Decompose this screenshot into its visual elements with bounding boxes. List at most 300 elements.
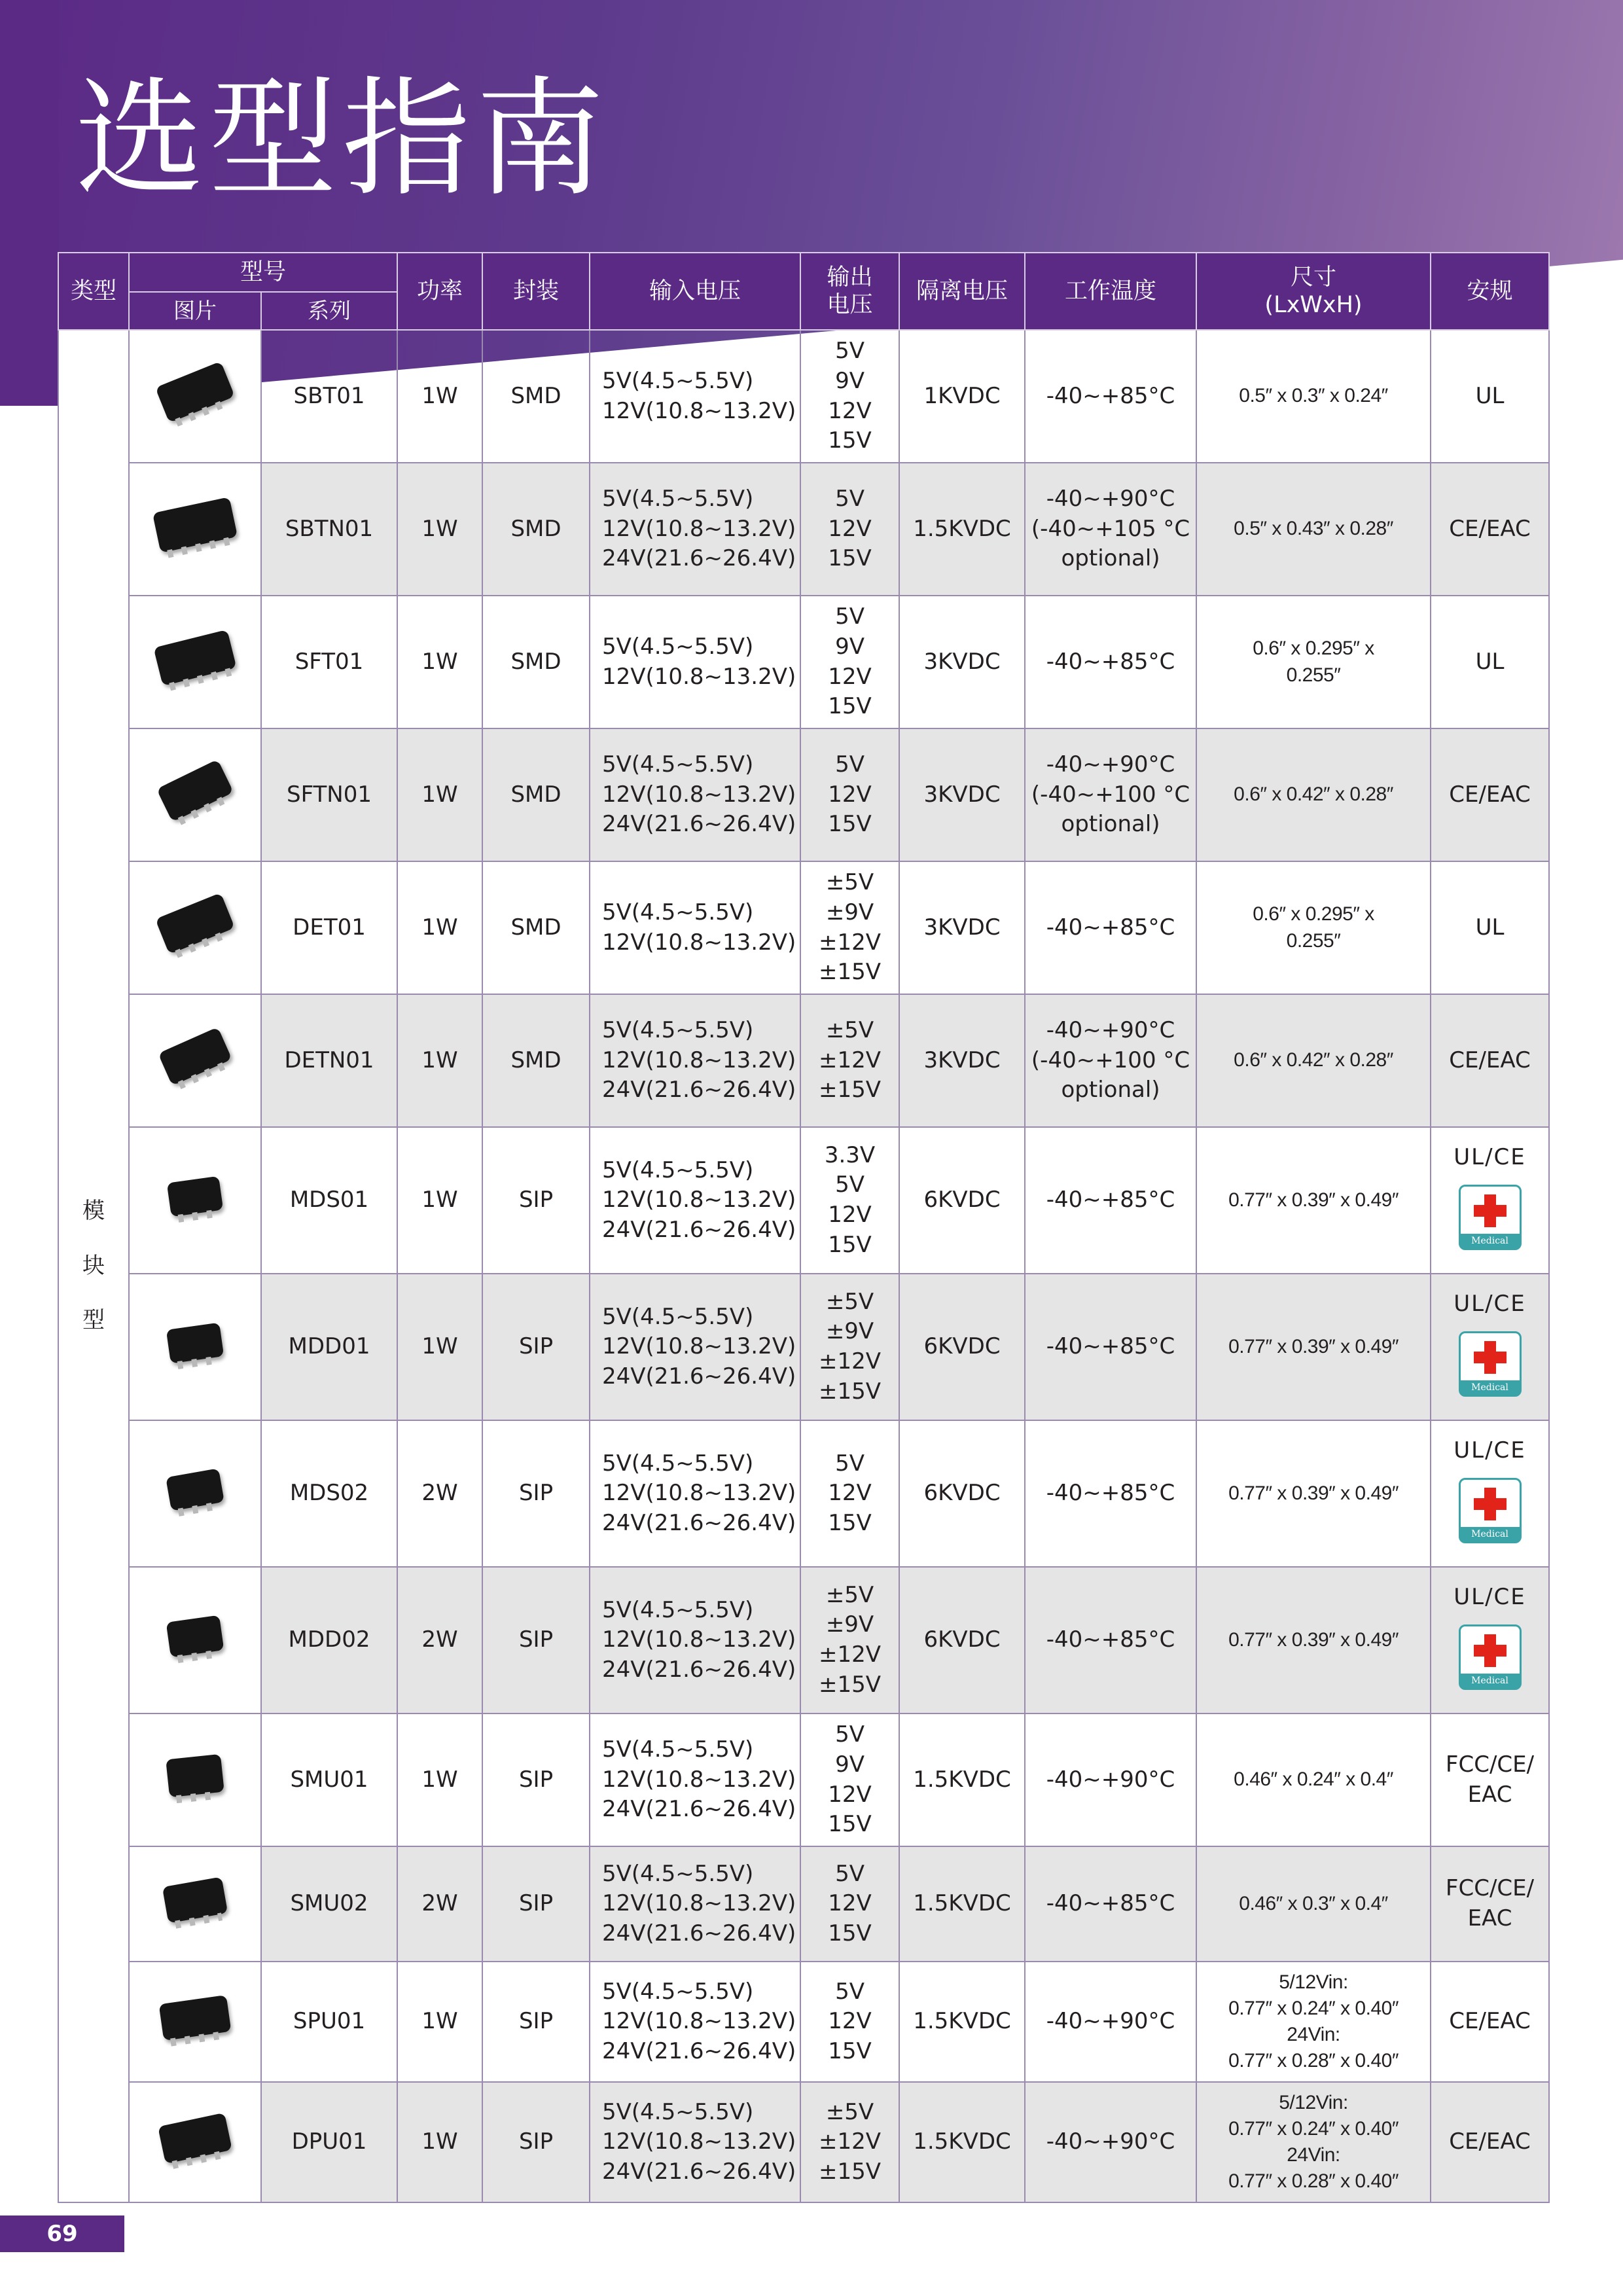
output-voltage-cell-line: ±12V: [819, 1047, 882, 1073]
size-cell: [1196, 861, 1431, 994]
output-voltage-cell-line: ±15V: [819, 1671, 882, 1698]
isolation-cell: 1.5KVDC: [899, 2082, 1025, 2202]
series-cell: MDD01: [261, 1274, 397, 1420]
size-cell-line: 5/12Vin:: [1279, 2091, 1348, 2113]
product-pins: [177, 1355, 219, 1369]
medical-badge-text: Medical: [1461, 1527, 1520, 1541]
size-cell-line: 0.5″ x 0.43″ x 0.28″: [1234, 518, 1393, 540]
temperature-cell: [1025, 330, 1196, 463]
output-voltage-cell-line: 3.3V: [824, 1141, 876, 1168]
package-cell: SIP: [482, 1127, 590, 1274]
series-cell: SMU02: [261, 1846, 397, 1962]
input-voltage-cell: [590, 1274, 800, 1420]
table-row: [58, 330, 1549, 463]
input-voltage-cell-line: 5V(4.5~5.5V): [602, 1303, 754, 1330]
power-cell: 1W: [397, 463, 482, 596]
input-voltage-cell: [590, 1127, 800, 1274]
product-image-cell: [129, 1713, 261, 1846]
product-image-cell: [129, 2082, 261, 2202]
output-voltage-cell-line: ±9V: [825, 899, 874, 925]
input-voltage-cell-line: 12V(10.8~13.2V): [602, 1187, 796, 1213]
size-cell-line: 0.6″ x 0.295″ x: [1253, 903, 1374, 925]
input-voltage-cell-line: 5V(4.5~5.5V): [602, 2098, 754, 2125]
medical-cross-icon: [1459, 1624, 1522, 1690]
product-photo: [155, 361, 235, 423]
input-voltage-cell-line: 24V(21.6~26.4V): [602, 2158, 796, 2185]
output-voltage-cell-line: ±5V: [825, 2098, 874, 2125]
header-size-l2: (LxWxH): [1264, 292, 1363, 318]
safety-label: UL/CE: [1454, 1143, 1526, 1170]
product-image-cell: [129, 1420, 261, 1567]
output-voltage-cell-line: 5V: [835, 1860, 865, 1887]
input-voltage-cell: [590, 1962, 800, 2082]
temperature-cell-line: -40~+85°C: [1046, 648, 1175, 675]
size-cell: [1196, 330, 1431, 463]
output-voltage-cell-line: 15V: [828, 1811, 872, 1838]
isolation-cell: 1.5KVDC: [899, 463, 1025, 596]
input-voltage-cell-line: 5V(4.5~5.5V): [602, 1596, 754, 1623]
safety-label-line: FCC/CE/: [1445, 1875, 1535, 1902]
input-voltage-cell-line: 12V(10.8~13.2V): [602, 1047, 796, 1073]
isolation-cell: 6KVDC: [899, 1420, 1025, 1567]
product-image-cell: [129, 728, 261, 861]
safety-label-line: EAC: [1467, 1905, 1512, 1931]
output-voltage-cell-line: ±12V: [819, 1348, 882, 1374]
input-voltage-cell-line: 24V(21.6~26.4V): [602, 1656, 796, 1683]
product-pins: [167, 537, 232, 558]
header-output-l1: 输出: [827, 264, 873, 291]
product-image-cell: [129, 330, 261, 463]
size-cell: [1196, 994, 1431, 1127]
header-safety: 安规: [1431, 253, 1549, 330]
table-row: [58, 1713, 1549, 1846]
safety-cell: [1431, 728, 1549, 861]
safety-label-line: CE/EAC: [1449, 781, 1531, 808]
size-cell: [1196, 728, 1431, 861]
package-cell: SIP: [482, 1567, 590, 1713]
temperature-cell-line: -40~+85°C: [1046, 1333, 1175, 1360]
power-cell: 1W: [397, 1962, 482, 2082]
input-voltage-cell-line: 24V(21.6~26.4V): [602, 1920, 796, 1946]
temperature-cell: [1025, 1567, 1196, 1713]
safety-label-line: CE/EAC: [1449, 1047, 1531, 1073]
table-row: [58, 596, 1549, 728]
size-cell-line: 0.77″ x 0.28″ x 0.40″: [1228, 2050, 1399, 2072]
input-voltage-cell-line: 24V(21.6~26.4V): [602, 1509, 796, 1536]
size-cell-line: 24Vin:: [1287, 2024, 1340, 2045]
size-cell-line: 5/12Vin:: [1279, 1971, 1348, 1993]
input-voltage-cell-line: 12V(10.8~13.2V): [602, 515, 796, 542]
output-voltage-cell-line: 5V: [835, 486, 865, 512]
output-voltage-cell-line: 12V: [828, 2008, 872, 2035]
temperature-cell-line: optional): [1061, 545, 1160, 572]
output-voltage-cell-line: ±5V: [825, 1017, 874, 1044]
table-row: [58, 2082, 1549, 2202]
table-row: [58, 1846, 1549, 1962]
header-input: 输入电压: [590, 253, 800, 330]
input-voltage-cell: [590, 1846, 800, 1962]
size-cell: [1196, 2082, 1431, 2202]
safety-label: UL/CE: [1454, 1290, 1526, 1317]
package-cell: SMD: [482, 330, 590, 463]
input-voltage-cell-line: 5V(4.5~5.5V): [602, 1157, 754, 1183]
product-image-cell: [129, 1962, 261, 2082]
product-photo: [166, 1615, 224, 1657]
product-image-cell: [129, 1127, 261, 1274]
temperature-cell-line: -40~+90°C: [1046, 486, 1175, 512]
output-voltage-cell-line: 15V: [828, 693, 872, 720]
output-voltage-cell-line: 12V: [828, 781, 872, 808]
package-cell: SMD: [482, 596, 590, 728]
series-cell: SMU01: [261, 1713, 397, 1846]
power-cell: 1W: [397, 1713, 482, 1846]
header-size-l1: 尺寸: [1291, 264, 1337, 291]
temperature-cell: [1025, 1962, 1196, 2082]
output-voltage-cell-line: ±15V: [819, 1077, 882, 1103]
output-voltage-cell: [800, 463, 899, 596]
input-voltage-cell-line: 5V(4.5~5.5V): [602, 899, 754, 925]
safety-cell: [1431, 2082, 1549, 2202]
size-cell-line: 0.77″ x 0.28″ x 0.40″: [1228, 2170, 1399, 2193]
package-cell: SMD: [482, 861, 590, 994]
series-cell: MDS02: [261, 1420, 397, 1567]
category-cell: [58, 330, 129, 2202]
safety-label-line: UL: [1475, 382, 1505, 409]
temperature-cell-line: -40~+85°C: [1046, 1187, 1175, 1213]
product-image-cell: [129, 463, 261, 596]
output-voltage-cell: [800, 1962, 899, 2082]
safety-label-line: CE/EAC: [1449, 2128, 1531, 2155]
product-pins: [175, 1912, 223, 1928]
output-voltage-cell: [800, 2082, 899, 2202]
input-voltage-cell: [590, 2082, 800, 2202]
isolation-cell: 3KVDC: [899, 728, 1025, 861]
output-voltage-cell: [800, 1846, 899, 1962]
table-row: [58, 861, 1549, 994]
product-pins: [176, 1791, 219, 1804]
safety-cell: [1431, 1567, 1549, 1713]
temperature-cell: [1025, 1274, 1196, 1420]
input-voltage-cell: [590, 728, 800, 861]
page-title: 选型指南: [75, 65, 610, 214]
temperature-cell: [1025, 596, 1196, 728]
size-cell: [1196, 1962, 1431, 2082]
table-row: [58, 1567, 1549, 1713]
table-header: [58, 253, 1549, 330]
header-series: 系列: [261, 292, 397, 330]
product-pins: [178, 1209, 218, 1222]
input-voltage-cell-line: 5V(4.5~5.5V): [602, 1017, 754, 1044]
safety-cell: [1431, 1846, 1549, 1962]
safety-label-line: UL: [1475, 914, 1505, 941]
table-body: [58, 330, 1549, 2202]
temperature-cell-line: -40~+85°C: [1046, 914, 1175, 941]
isolation-cell: 1.5KVDC: [899, 1713, 1025, 1846]
isolation-cell: 3KVDC: [899, 861, 1025, 994]
temperature-cell: [1025, 1713, 1196, 1846]
power-cell: 1W: [397, 596, 482, 728]
size-cell-line: 0.255″: [1286, 664, 1341, 686]
output-voltage-cell-line: 5V: [835, 751, 865, 778]
output-voltage-cell-line: ±12V: [819, 2128, 882, 2155]
safety-cell: [1431, 861, 1549, 994]
input-voltage-cell: [590, 994, 800, 1127]
safety-cell: [1431, 1274, 1549, 1420]
size-cell-line: 24Vin:: [1287, 2144, 1340, 2166]
input-voltage-cell-line: 24V(21.6~26.4V): [602, 2037, 796, 2064]
output-voltage-cell-line: 5V: [835, 1978, 865, 2005]
size-cell-line: 0.77″ x 0.24″ x 0.40″: [1228, 1997, 1399, 2019]
power-cell: 1W: [397, 1127, 482, 1274]
temperature-cell-line: optional): [1061, 1077, 1160, 1103]
safety-cell: [1431, 1962, 1549, 2082]
safety-label-line: CE/EAC: [1449, 515, 1531, 542]
product-image-cell: [129, 596, 261, 728]
output-voltage-cell-line: ±15V: [819, 959, 882, 986]
safety-label: UL/CE: [1454, 1437, 1526, 1463]
size-cell-line: 0.46″ x 0.3″ x 0.4″: [1239, 1892, 1388, 1914]
header-model: 型号: [129, 253, 397, 292]
selection-table: [58, 252, 1550, 2203]
series-cell: SBT01: [261, 330, 397, 463]
power-cell: 1W: [397, 330, 482, 463]
output-voltage-cell: [800, 994, 899, 1127]
size-cell: [1196, 1713, 1431, 1846]
input-voltage-cell-line: 24V(21.6~26.4V): [602, 1363, 796, 1390]
size-cell-line: 0.77″ x 0.39″ x 0.49″: [1228, 1335, 1399, 1357]
product-photo: [153, 630, 236, 686]
temperature-cell-line: -40~+90°C: [1046, 1017, 1175, 1044]
product-photo: [166, 1322, 224, 1363]
power-cell: 1W: [397, 994, 482, 1127]
size-cell: [1196, 463, 1431, 596]
output-voltage-cell-line: ±12V: [819, 1641, 882, 1668]
product-pins: [170, 2031, 226, 2047]
medical-badge-text: Medical: [1461, 1674, 1520, 1688]
temperature-cell-line: -40~+85°C: [1046, 382, 1175, 409]
package-cell: SMD: [482, 463, 590, 596]
package-cell: SMD: [482, 994, 590, 1127]
temperature-cell: [1025, 1846, 1196, 1962]
temperature-cell: [1025, 861, 1196, 994]
output-voltage-cell-line: 9V: [835, 633, 865, 660]
product-pins: [172, 2149, 228, 2168]
output-voltage-cell: [800, 1127, 899, 1274]
series-cell: SBTN01: [261, 463, 397, 596]
safety-label-line: FCC/CE/: [1445, 1751, 1535, 1778]
category-char: 型: [82, 1307, 105, 1334]
size-cell: [1196, 1127, 1431, 1274]
input-voltage-cell-line: 5V(4.5~5.5V): [602, 1736, 754, 1763]
power-cell: 2W: [397, 1567, 482, 1713]
header-picture: 图片: [129, 292, 261, 330]
product-pins: [175, 929, 231, 958]
isolation-cell: 1.5KVDC: [899, 1846, 1025, 1962]
series-cell: DPU01: [261, 2082, 397, 2202]
size-cell-line: 0.77″ x 0.39″ x 0.49″: [1228, 1628, 1399, 1651]
temperature-cell-line: -40~+85°C: [1046, 1890, 1175, 1917]
size-cell-line: 0.6″ x 0.42″ x 0.28″: [1234, 783, 1393, 806]
input-voltage-cell-line: 12V(10.8~13.2V): [602, 663, 796, 690]
output-voltage-cell-line: 12V: [828, 1202, 872, 1228]
safety-cell: [1431, 1127, 1549, 1274]
output-voltage-cell-line: ±9V: [825, 1318, 874, 1345]
temperature-cell-line: -40~+85°C: [1046, 1480, 1175, 1507]
safety-label-line: EAC: [1467, 1781, 1512, 1808]
input-voltage-cell-line: 24V(21.6~26.4V): [602, 1796, 796, 1823]
isolation-cell: 6KVDC: [899, 1274, 1025, 1420]
medical-cross-icon: [1459, 1478, 1522, 1543]
output-voltage-cell-line: 15V: [828, 545, 872, 572]
output-voltage-cell-line: 5V: [835, 1450, 865, 1477]
temperature-cell-line: (-40~+105 °C: [1031, 515, 1190, 542]
header-type: 类型: [58, 253, 129, 330]
input-voltage-cell: [590, 1567, 800, 1713]
output-voltage-cell-line: 5V: [835, 603, 865, 630]
table-row: [58, 728, 1549, 861]
isolation-cell: 6KVDC: [899, 1127, 1025, 1274]
temperature-cell-line: -40~+85°C: [1046, 1626, 1175, 1653]
product-photo: [158, 1027, 232, 1086]
table-row: [58, 1127, 1549, 1274]
output-voltage-cell-line: 12V: [828, 1890, 872, 1917]
output-voltage-cell: [800, 728, 899, 861]
output-voltage-cell-line: 12V: [828, 397, 872, 424]
table-row: [58, 1962, 1549, 2082]
input-voltage-cell-line: 24V(21.6~26.4V): [602, 811, 796, 838]
output-voltage-cell: [800, 596, 899, 728]
output-voltage-cell: [800, 1713, 899, 1846]
product-photo: [166, 1754, 224, 1797]
series-cell: DETN01: [261, 994, 397, 1127]
safety-label: UL/CE: [1454, 1583, 1526, 1610]
temperature-cell-line: -40~+90°C: [1046, 2008, 1175, 2035]
output-voltage-cell-line: ±5V: [825, 869, 874, 896]
input-voltage-cell-line: 12V(10.8~13.2V): [602, 2128, 796, 2155]
package-cell: SIP: [482, 2082, 590, 2202]
safety-cell: [1431, 596, 1549, 728]
series-cell: MDS01: [261, 1127, 397, 1274]
temperature-cell: [1025, 1420, 1196, 1567]
isolation-cell: 1KVDC: [899, 330, 1025, 463]
input-voltage-cell-line: 24V(21.6~26.4V): [602, 545, 796, 572]
page-number: 69: [0, 2215, 124, 2252]
size-cell-line: 0.77″ x 0.24″ x 0.40″: [1228, 2117, 1399, 2140]
power-cell: 2W: [397, 1420, 482, 1567]
size-cell: [1196, 596, 1431, 728]
output-voltage-cell-line: 5V: [835, 1721, 865, 1748]
input-voltage-cell-line: 24V(21.6~26.4V): [602, 1077, 796, 1103]
red-cross-icon: [1474, 1194, 1507, 1227]
safety-cell: [1431, 1713, 1549, 1846]
size-cell-line: 0.255″: [1286, 929, 1341, 952]
input-voltage-cell-line: 12V(10.8~13.2V): [602, 2008, 796, 2035]
power-cell: 1W: [397, 861, 482, 994]
table-row: [58, 1420, 1549, 1567]
input-voltage-cell-line: 12V(10.8~13.2V): [602, 1890, 796, 1917]
package-cell: SIP: [482, 1846, 590, 1962]
power-cell: 1W: [397, 2082, 482, 2202]
temperature-cell: [1025, 994, 1196, 1127]
safety-label-line: CE/EAC: [1449, 2008, 1531, 2035]
product-image-cell: [129, 1846, 261, 1962]
temperature-cell-line: -40~+90°C: [1046, 1766, 1175, 1793]
product-photo: [162, 1876, 228, 1923]
product-photo: [159, 1995, 232, 2041]
series-cell: SPU01: [261, 1962, 397, 2082]
header-size: [1196, 253, 1431, 330]
product-image-cell: [129, 1567, 261, 1713]
output-voltage-cell-line: 12V: [828, 1781, 872, 1808]
output-voltage-cell: [800, 330, 899, 463]
temperature-cell: [1025, 728, 1196, 861]
package-cell: SMD: [482, 728, 590, 861]
input-voltage-cell: [590, 330, 800, 463]
product-photo: [158, 2113, 232, 2164]
output-voltage-cell-line: 15V: [828, 427, 872, 454]
input-voltage-cell-line: 5V(4.5~5.5V): [602, 486, 754, 512]
size-cell: [1196, 1846, 1431, 1962]
input-voltage-cell-line: 5V(4.5~5.5V): [602, 633, 754, 660]
size-cell-line: 0.5″ x 0.3″ x 0.24″: [1239, 385, 1388, 407]
medical-cross-icon: [1459, 1185, 1522, 1250]
size-cell-line: 0.6″ x 0.42″ x 0.28″: [1234, 1049, 1393, 1071]
temperature-cell: [1025, 463, 1196, 596]
size-cell-line: 0.46″ x 0.24″ x 0.4″: [1234, 1768, 1393, 1791]
medical-badge-text: Medical: [1461, 1380, 1520, 1395]
input-voltage-cell-line: 5V(4.5~5.5V): [602, 1860, 754, 1887]
temperature-cell-line: optional): [1061, 811, 1160, 838]
temperature-cell: [1025, 1127, 1196, 1274]
output-voltage-cell-line: 5V: [835, 1172, 865, 1198]
size-cell-line: 0.6″ x 0.295″ x: [1253, 637, 1374, 660]
product-pins: [169, 668, 232, 691]
red-cross-icon: [1474, 1488, 1507, 1520]
output-voltage-cell: [800, 861, 899, 994]
red-cross-icon: [1474, 1634, 1507, 1667]
product-image-cell: [129, 1274, 261, 1420]
safety-cell: [1431, 463, 1549, 596]
output-voltage-cell-line: ±5V: [825, 1581, 874, 1608]
product-pins: [178, 794, 231, 825]
power-cell: 2W: [397, 1846, 482, 1962]
temperature-cell-line: -40~+90°C: [1046, 751, 1175, 778]
product-photo: [152, 497, 238, 553]
product-pins: [178, 1061, 229, 1090]
input-voltage-cell-line: 5V(4.5~5.5V): [602, 751, 754, 778]
output-voltage-cell-line: 9V: [835, 1751, 865, 1778]
isolation-cell: 6KVDC: [899, 1567, 1025, 1713]
package-cell: SIP: [482, 1962, 590, 2082]
input-voltage-cell-line: 12V(10.8~13.2V): [602, 1626, 796, 1653]
table-row: [58, 1274, 1549, 1420]
header-power: 功率: [397, 253, 482, 330]
header-package: 封装: [482, 253, 590, 330]
safety-cell: [1431, 994, 1549, 1127]
temperature-cell: [1025, 2082, 1196, 2202]
category-char: 模: [82, 1198, 105, 1225]
product-pins: [175, 398, 231, 427]
output-voltage-cell-line: 12V: [828, 663, 872, 690]
package-cell: SIP: [482, 1713, 590, 1846]
input-voltage-cell-line: 5V(4.5~5.5V): [602, 1450, 754, 1477]
category-char: 块: [82, 1252, 105, 1279]
product-pins: [177, 1649, 219, 1663]
output-voltage-cell-line: 12V: [828, 515, 872, 542]
package-cell: SIP: [482, 1420, 590, 1567]
size-cell: [1196, 1274, 1431, 1420]
product-image-cell: [129, 994, 261, 1127]
